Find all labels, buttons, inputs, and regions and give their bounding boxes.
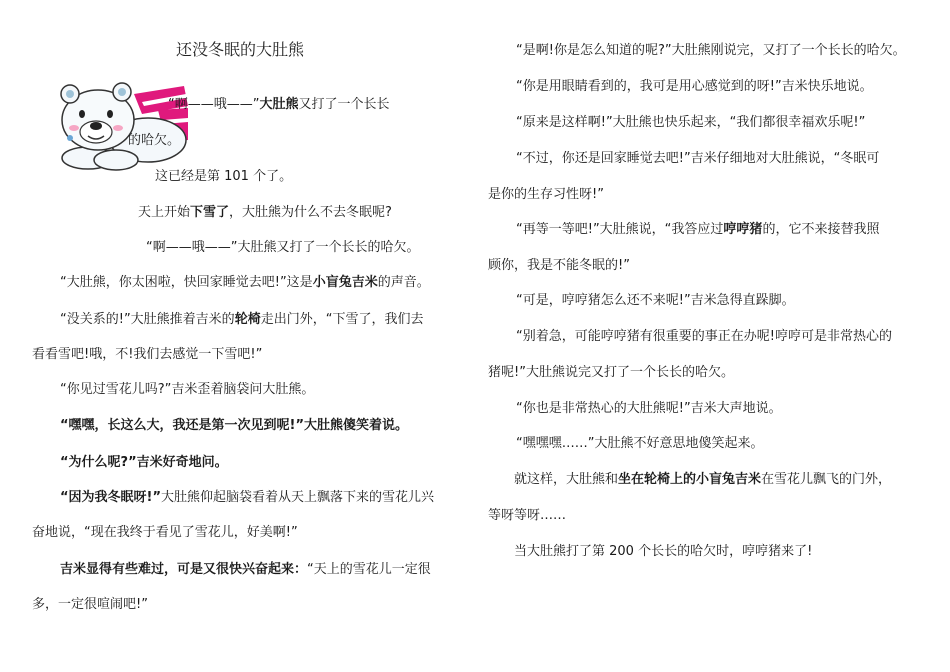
right-line-11: “你也是非常热心的大肚熊呢!”吉米大声地说。 (516, 401, 782, 416)
right-line-4: “不过，你还是回家睡觉去吧!”吉米仔细地对大肚熊说，“冬眠可 (516, 151, 880, 166)
right-line-13: 就这样，大肚熊和坐在轮椅上的小盲兔吉米在雪花儿飘飞的门外， (514, 472, 892, 487)
left-line-14: 吉米显得有些难过，可是又很快兴奋起来：“天上的雪花儿一定很 (60, 562, 431, 577)
right-line-7: 顾你，我是不能冬眠的!” (488, 258, 630, 273)
left-line-3: 这已经是第 101 个了。 (155, 169, 293, 184)
left-line-2: 的哈欠。 (128, 133, 181, 148)
right-line-12: “嘿嘿嘿……”大肚熊不好意思地傻笑起来。 (516, 436, 764, 451)
story-title: 还没冬眠的大肚熊 (176, 40, 305, 59)
left-line-5: “啊——哦——”大肚熊又打了一个长长的哈欠。 (146, 240, 420, 255)
left-line-4: 天上开始下雪了，大肚熊为什么不去冬眠呢? (138, 205, 392, 220)
right-line-15: 当大肚熊打了第 200 个长长的哈欠时，哼哼猪来了! (514, 544, 813, 559)
left-line-10: “嘿嘿，长这么大，我还是第一次见到呢!”大肚熊傻笑着说。 (60, 418, 409, 433)
right-line-8: “可是，哼哼猪怎么还不来呢!”吉米急得直跺脚。 (516, 293, 795, 308)
left-line-15: 多，一定很喧闹吧!” (32, 597, 148, 612)
right-line-9: “别着急，可能哼哼猪有很重要的事正在办呢!哼哼可是非常热心的 (516, 329, 892, 344)
right-line-10: 猪呢!”大肚熊说完又打了一个长长的哈欠。 (488, 365, 734, 380)
left-line-1: “啊——哦——”大肚熊又打了一个长长 (168, 97, 390, 112)
left-line-13: 奋地说，“现在我终于看见了雪花儿，好美啊!” (32, 525, 298, 540)
right-line-1: “是啊!你是怎么知道的呢?”大肚熊刚说完，又打了一个长长的哈欠。 (516, 43, 906, 58)
left-line-7: “没关系的!”大肚熊推着吉米的轮椅走出门外，“下雪了，我们去 (60, 312, 424, 327)
right-line-6: “再等一等吧!”大肚熊说，“我答应过哼哼猪的，它不来接替我照 (516, 222, 880, 237)
polar-bear-illustration (38, 80, 188, 172)
left-line-9: “你见过雪花儿吗?”吉米歪着脑袋问大肚熊。 (60, 382, 315, 397)
left-line-6: “大肚熊，你太困啦，快回家睡觉去吧!”这是小盲兔吉米的声音。 (60, 275, 430, 290)
left-line-12: “因为我冬眠呀!”大肚熊仰起脑袋看着从天上飘落下来的雪花儿兴 (60, 490, 435, 505)
right-line-5: 是你的生存习性呀!” (488, 187, 604, 202)
right-line-2: “你是用眼睛看到的，我可是用心感觉到的呀!”吉米快乐地说。 (516, 79, 873, 94)
left-line-8: 看看雪吧!哦，不!我们去感觉一下雪吧!” (32, 347, 263, 362)
right-line-14: 等呀等呀…… (488, 508, 567, 523)
right-line-3: “原来是这样啊!”大肚熊也快乐起来，“我们都很幸福欢乐呢!” (516, 115, 866, 130)
left-line-11: “为什么呢?”吉米好奇地问。 (60, 455, 228, 470)
